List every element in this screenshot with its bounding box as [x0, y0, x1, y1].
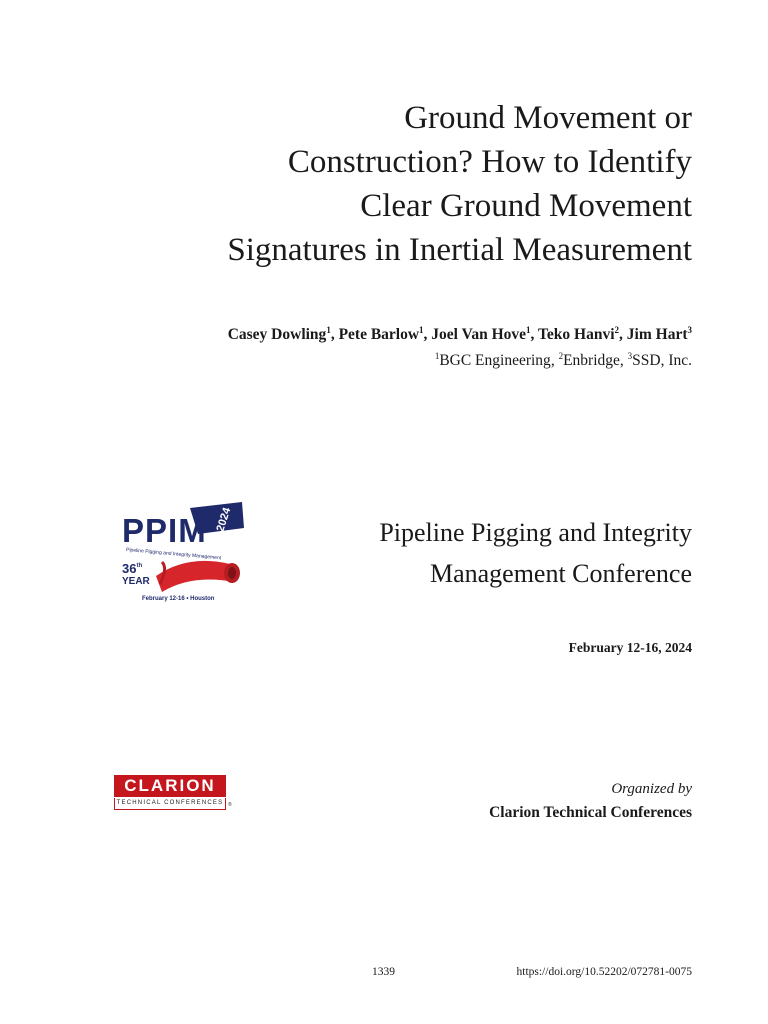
- doi-link[interactable]: https://doi.org/10.52202/072781-0075: [516, 966, 692, 978]
- affiliation-list: [52, 350, 692, 372]
- affiliation-name: Enbridge: [563, 352, 620, 369]
- author-name: Casey Dowling: [227, 326, 327, 343]
- clarion-logo-sub: TECHNICAL CONFERENCES: [114, 798, 226, 810]
- author-affil-mark: 1: [526, 325, 531, 335]
- author-name: Jim Hart: [626, 326, 688, 343]
- author-separator: ,: [330, 326, 339, 343]
- author-name: Joel Van Hove: [431, 326, 527, 343]
- ppim-edition-word: YEAR: [122, 576, 150, 587]
- ppim-edition-number: 36th: [122, 561, 143, 576]
- clarion-logo: [114, 775, 234, 811]
- affiliation-name: SSD, Inc.: [632, 352, 692, 369]
- author-affil-mark: 1: [326, 325, 331, 335]
- affil-separator: ,: [619, 352, 628, 369]
- author-separator: ,: [619, 326, 627, 343]
- affil-mark: 2: [558, 351, 564, 361]
- author-affil-mark: 2: [614, 325, 620, 335]
- conference-line: Pipeline Pigging and Integrity: [379, 518, 692, 547]
- page-number: 1339: [372, 966, 395, 978]
- affiliation-name: BGC Engineering: [439, 352, 551, 369]
- organized-by-label: Organized by: [611, 781, 692, 797]
- clarion-logo-main: CLARION: [114, 775, 226, 797]
- author-separator: ,: [423, 326, 432, 343]
- affil-mark: 1: [434, 351, 440, 361]
- conference-date: February 12-16, 2024: [568, 640, 692, 655]
- affil-mark: 3: [627, 351, 633, 361]
- organizer-name: Clarion Technical Conferences: [489, 804, 692, 821]
- ppim-tagline: Pipeline Pigging and Integrity Management: [125, 547, 222, 562]
- author-name: Pete Barlow: [338, 326, 420, 343]
- paper-title: [92, 96, 692, 272]
- ppim-logo: [118, 502, 254, 606]
- author-list: [52, 324, 692, 346]
- pipe-graphic: [156, 561, 240, 592]
- title-line: Ground Movement or: [404, 100, 692, 136]
- author-separator: ,: [530, 326, 539, 343]
- author-name: Teko Hanvi: [538, 326, 615, 343]
- ppim-wordmark: PPIM: [122, 512, 207, 549]
- title-line: Clear Ground Movement: [360, 188, 692, 224]
- author-affil-mark: 3: [687, 325, 692, 335]
- title-line: Signatures in Inertial Measurement: [227, 232, 692, 268]
- author-affil-mark: 1: [419, 325, 424, 335]
- affil-separator: ,: [550, 352, 559, 369]
- ppim-dates-location: February 12-16 • Houston: [142, 596, 215, 602]
- title-line: Construction? How to Identify: [287, 144, 692, 180]
- conference-name: [252, 512, 692, 594]
- ppim-year: 2024: [214, 506, 234, 534]
- conference-line: Management Conference: [429, 559, 692, 588]
- registered-mark: ®: [228, 802, 232, 808]
